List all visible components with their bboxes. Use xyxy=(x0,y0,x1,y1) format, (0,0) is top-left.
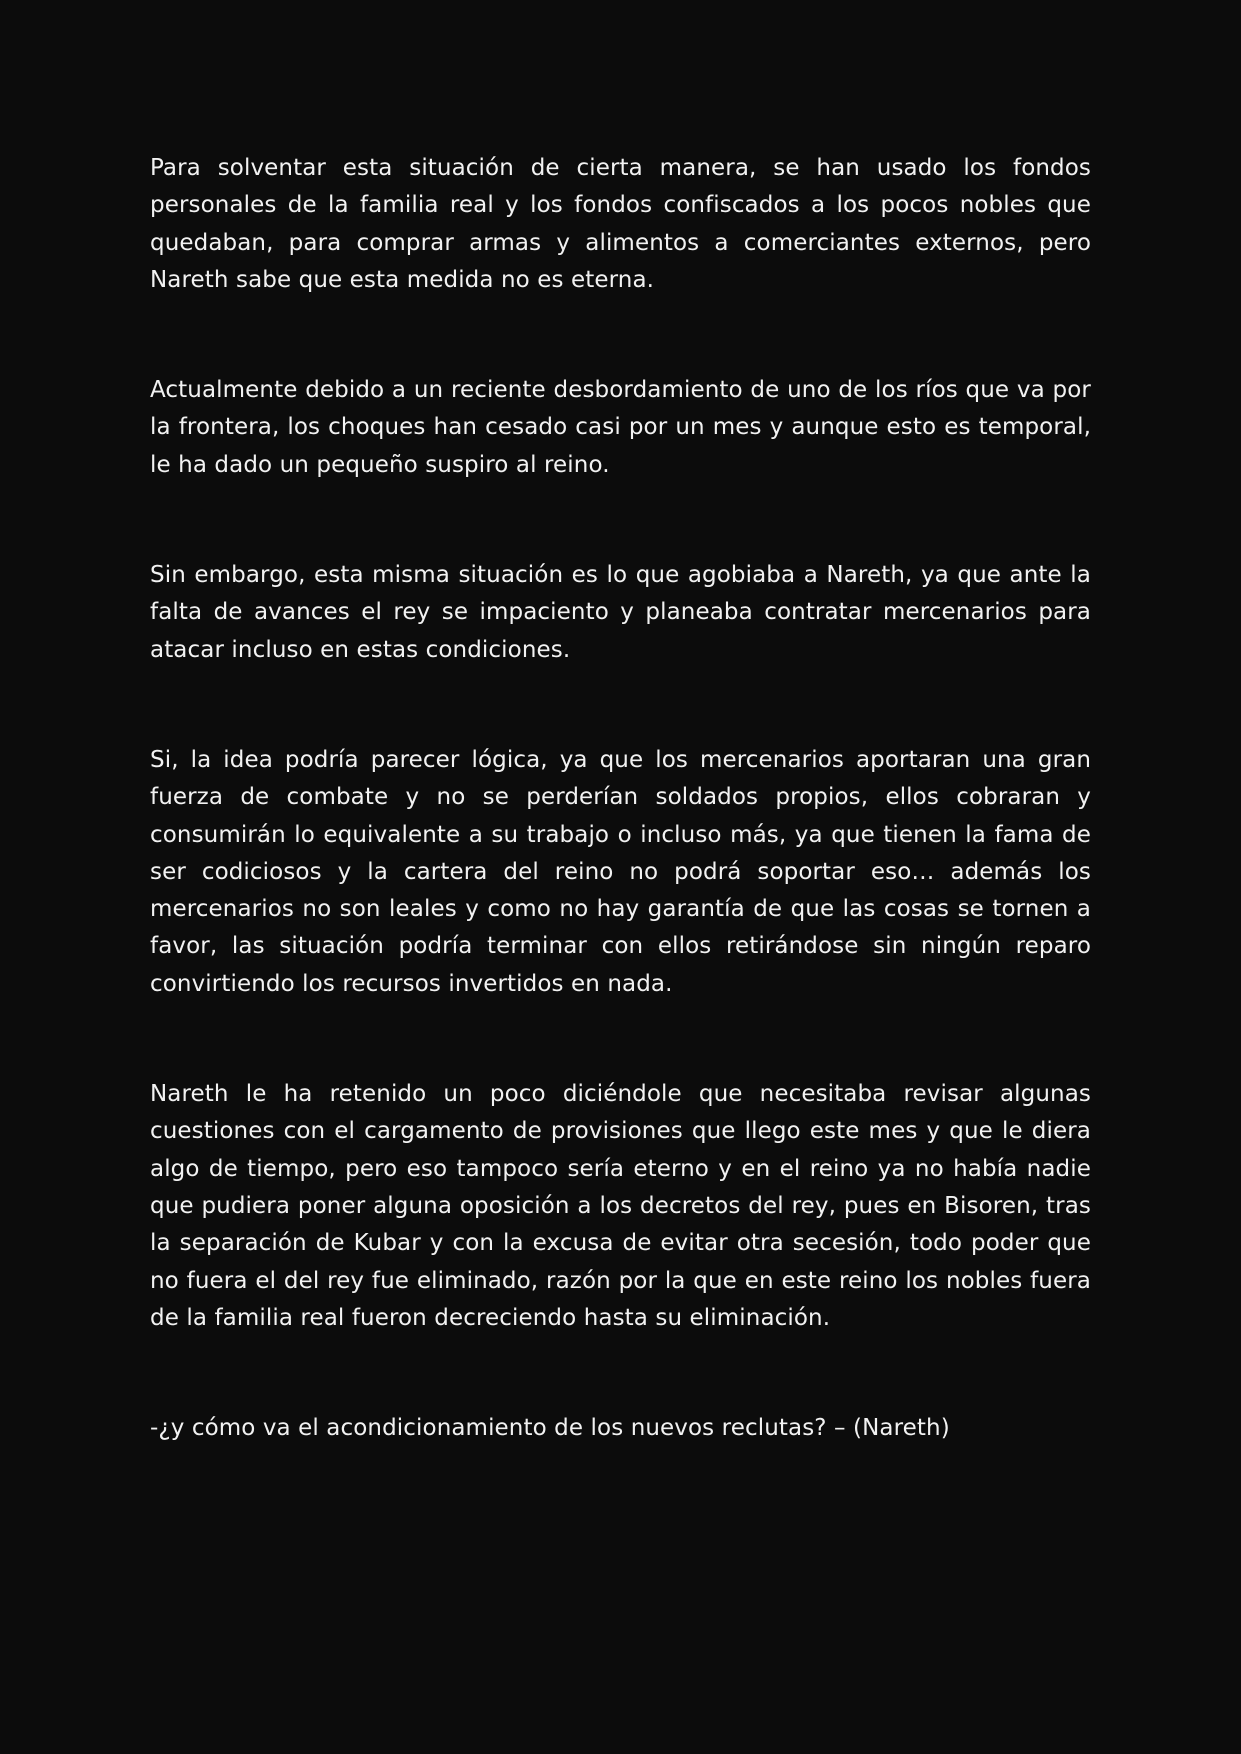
dialogue-line: -¿y cómo va el acondicionamiento de los nuevos reclutas? – (Nareth) xyxy=(150,1415,950,1442)
paragraph-1: Para solventar esta situación de cierta manera, se han usado los fondos personales de la familia real y los fondos confiscados a los pocos nobles que quedaban, para comprar armas y alimentos a comerciantes externos, pero Nareth sabe que esta medida no es eterna. xyxy=(150,155,1091,293)
paragraph-5: Nareth le ha retenido un poco diciéndole que necesitaba revisar algunas cuestiones con el cargamento de provisiones que llego este mes y que le diera algo de tiempo, pero eso tampoco sería eterno y en el reino ya no había nadie que pudiera poner alguna oposición a los decretos del rey, pues en Bisoren, tras la separación de Kubar y con la excusa de evitar otra secesión, todo poder que no fuera el del rey fue eliminado, razón por la que en este reino los nobles fuera de la familia real fueron decreciendo hasta su eliminación. xyxy=(150,1081,1091,1331)
paragraph-3: Sin embargo, esta misma situación es lo que agobiaba a Nareth, ya que ante la falta de avances el rey se impaciento y planeaba contratar mercenarios para atacar incluso en estas condiciones. xyxy=(150,562,1091,663)
paragraph-4: Si, la idea podría parecer lógica, ya que los mercenarios aportaran una gran fuerza de combate y no se perderían soldados propios, ellos cobraran y consumirán lo equivalente a su trabajo o incluso más, ya que tienen la fama de ser codiciosos y la cartera del reino no podrá soportar eso… además los mercenarios no son leales y como no hay garantía de que las cosas se tornen a favor, las situación podría terminar con ellos retirándose sin ningún reparo convirtiendo los recursos invertidos en nada. xyxy=(150,746,1091,997)
paragraph-2: Actualmente debido a un reciente desbordamiento de uno de los ríos que va por la frontera, los choques han cesado casi por un mes y aunque esto es temporal, le ha dado un pequeño suspiro al reino. xyxy=(150,377,1091,478)
document-body xyxy=(150,150,1091,1447)
